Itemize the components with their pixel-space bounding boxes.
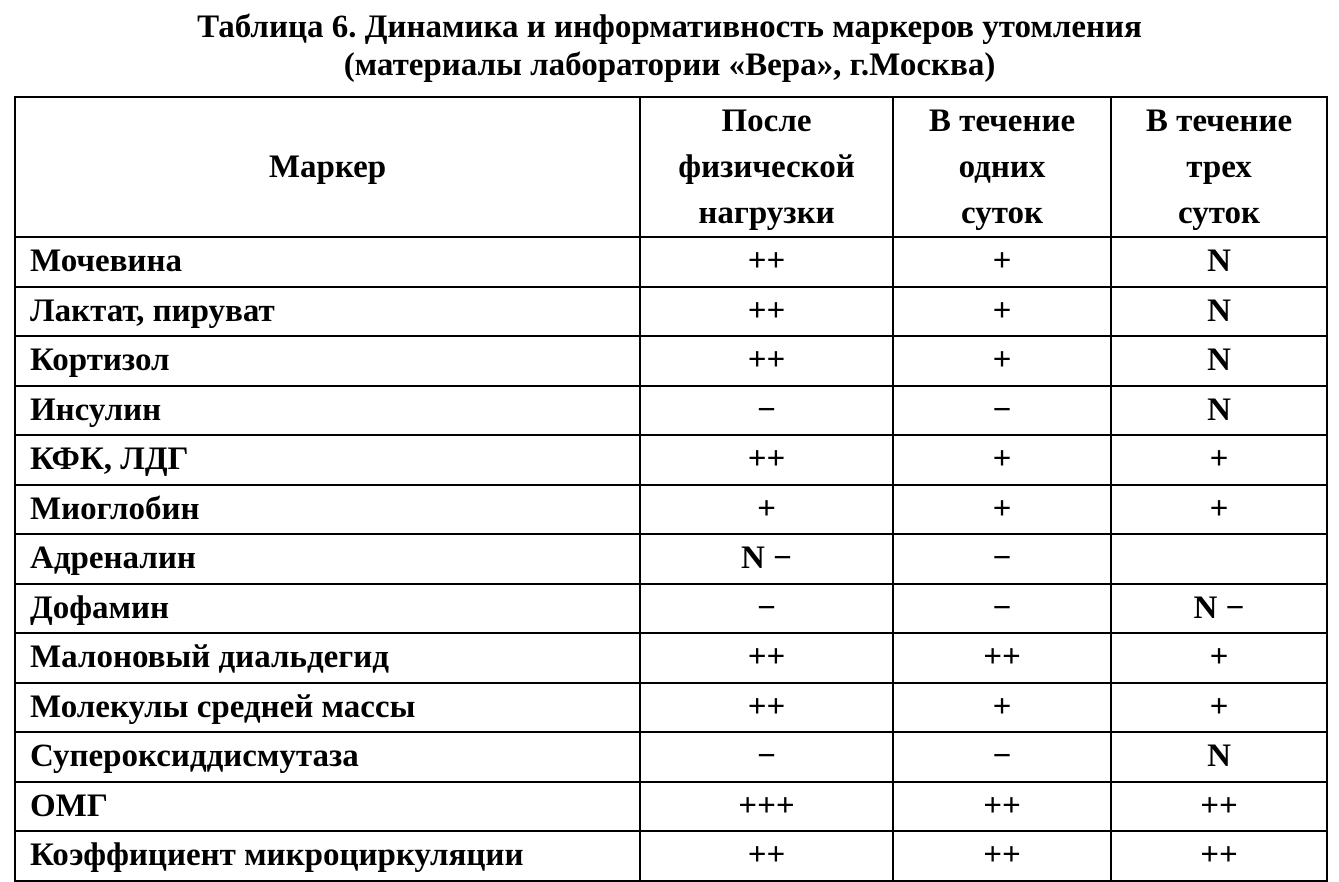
- header-after-load-line: нагрузки: [698, 195, 835, 231]
- one-day-value: +: [893, 683, 1111, 733]
- one-day-value: +: [893, 336, 1111, 386]
- three-days-value: +: [1111, 633, 1327, 683]
- one-day-value: ++: [893, 782, 1111, 832]
- after-load-value: ++: [640, 683, 893, 733]
- three-days-value: N: [1111, 237, 1327, 287]
- after-load-value: +: [640, 485, 893, 535]
- marker-name: Миоглобин: [15, 485, 640, 535]
- marker-name: Адреналин: [15, 534, 640, 584]
- after-load-value: ++: [640, 336, 893, 386]
- header-after-load: [640, 97, 893, 237]
- one-day-value: −: [893, 534, 1111, 584]
- header-three-days: [1111, 97, 1327, 237]
- marker-name: Мочевина: [15, 237, 640, 287]
- header-after-load-line: После: [721, 103, 812, 139]
- one-day-value: ++: [893, 831, 1111, 881]
- one-day-value: −: [893, 584, 1111, 634]
- after-load-value: ++: [640, 633, 893, 683]
- markers-table: [14, 96, 1328, 882]
- three-days-value: [1111, 534, 1327, 584]
- one-day-value: −: [893, 386, 1111, 436]
- header-marker: Маркер: [15, 97, 640, 237]
- one-day-value: ++: [893, 633, 1111, 683]
- table-row: [15, 435, 1327, 485]
- one-day-value: +: [893, 287, 1111, 337]
- caption-line-1: Таблица 6. Динамика и информативность маркеров утомления: [197, 9, 1142, 45]
- marker-name: Молекулы средней массы: [15, 683, 640, 733]
- three-days-value: N: [1111, 287, 1327, 337]
- three-days-value: N: [1111, 386, 1327, 436]
- header-one-day-line: одних: [958, 149, 1046, 185]
- after-load-value: ++: [640, 435, 893, 485]
- three-days-value: ++: [1111, 782, 1327, 832]
- marker-name: ОМГ: [15, 782, 640, 832]
- three-days-value: N: [1111, 336, 1327, 386]
- marker-name: Кортизол: [15, 336, 640, 386]
- table-row: [15, 237, 1327, 287]
- one-day-value: +: [893, 485, 1111, 535]
- one-day-value: +: [893, 237, 1111, 287]
- three-days-value: +: [1111, 435, 1327, 485]
- marker-name: Малоновый диальдегид: [15, 633, 640, 683]
- three-days-value: N −: [1111, 584, 1327, 634]
- caption-line-2: (материалы лаборатории «Вера», г.Москва): [343, 47, 996, 83]
- table-row: [15, 485, 1327, 535]
- marker-name: Инсулин: [15, 386, 640, 436]
- table-row: [15, 633, 1327, 683]
- table-row: [15, 287, 1327, 337]
- after-load-value: ++: [640, 237, 893, 287]
- table-row: [15, 683, 1327, 733]
- header-one-day-line: В течение: [928, 103, 1076, 139]
- after-load-value: ++: [640, 831, 893, 881]
- after-load-value: ++: [640, 287, 893, 337]
- after-load-value: −: [640, 732, 893, 782]
- table-row: [15, 831, 1327, 881]
- table-row: [15, 534, 1327, 584]
- header-three-days-line: В течение: [1145, 103, 1293, 139]
- table-row: [15, 386, 1327, 436]
- header-three-days-line: суток: [1177, 195, 1260, 231]
- after-load-value: −: [640, 386, 893, 436]
- one-day-value: +: [893, 435, 1111, 485]
- table-row: [15, 782, 1327, 832]
- after-load-value: N −: [640, 534, 893, 584]
- three-days-value: ++: [1111, 831, 1327, 881]
- after-load-value: −: [640, 584, 893, 634]
- three-days-value: +: [1111, 683, 1327, 733]
- table-row: [15, 336, 1327, 386]
- table-row: [15, 732, 1327, 782]
- after-load-value: +++: [640, 782, 893, 832]
- header-one-day: [893, 97, 1111, 237]
- marker-name: Лактат, пируват: [15, 287, 640, 337]
- marker-name: КФК, ЛДГ: [15, 435, 640, 485]
- header-three-days-line: трех: [1186, 149, 1252, 185]
- marker-name: Коэффициент микроциркуляции: [15, 831, 640, 881]
- header-row: [15, 97, 1327, 237]
- table-caption: [0, 0, 1339, 84]
- three-days-value: +: [1111, 485, 1327, 535]
- marker-name: Супероксиддисмутаза: [15, 732, 640, 782]
- one-day-value: −: [893, 732, 1111, 782]
- header-after-load-line: физической: [678, 149, 855, 185]
- three-days-value: N: [1111, 732, 1327, 782]
- marker-name: Дофамин: [15, 584, 640, 634]
- table-row: [15, 584, 1327, 634]
- header-one-day-line: суток: [960, 195, 1043, 231]
